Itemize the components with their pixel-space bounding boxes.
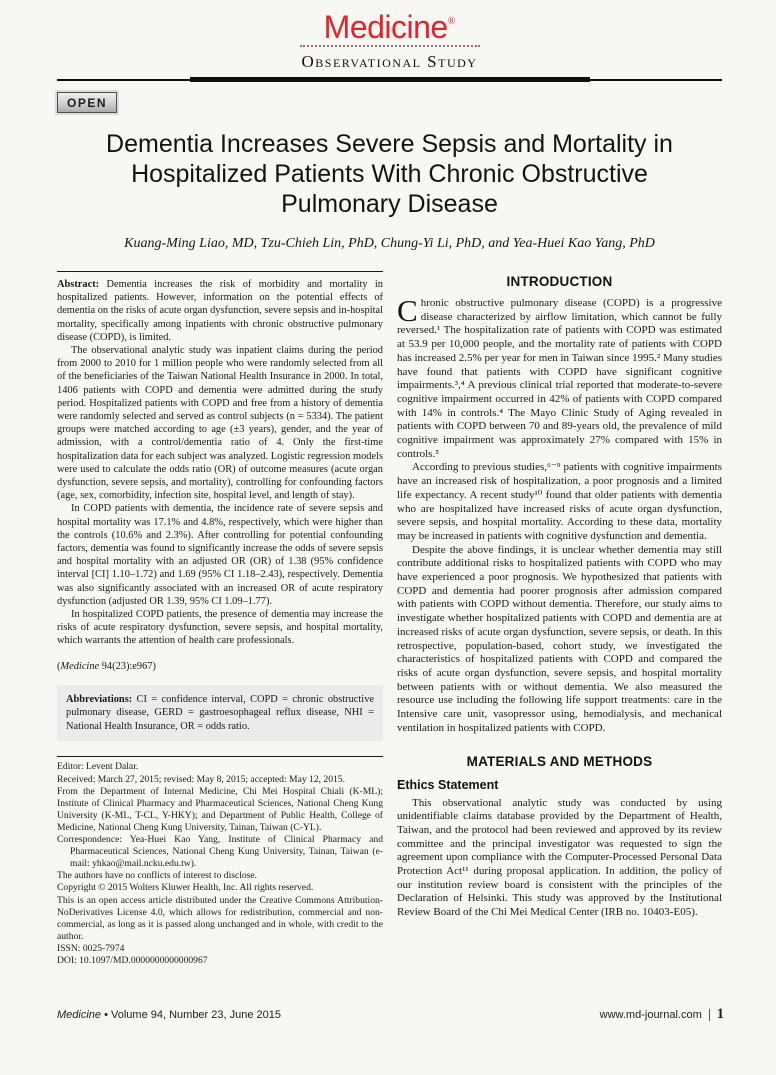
registered-trademark-icon: ®: [447, 16, 456, 27]
page-footer: [57, 1006, 724, 1023]
abbreviations-label: Abbreviations:: [66, 693, 133, 705]
footnote-doi: DOI: 10.1097/MD.0000000000000967: [57, 954, 208, 966]
footnotes-section: [57, 761, 383, 967]
footnote-conflicts: The authors have no conflicts of interest to disclose.: [57, 870, 258, 882]
page-number: 1: [716, 1006, 724, 1022]
dotted-divider: [300, 45, 480, 47]
abstract-section: [57, 278, 383, 648]
rule-thin-left: [57, 79, 190, 81]
open-access-badge[interactable]: OPEN: [57, 92, 117, 113]
article-title: [57, 129, 722, 219]
abbreviations-box: [57, 685, 383, 742]
journal-masthead: [57, 10, 722, 72]
introduction-paragraph-2: According to previous studies,⁶⁻⁹ patients with cognitive impairments have an increased risk of hospitalization, a poor prognosis and a limited life expectancy. A recent study¹⁰ found that older patients with dementia who are hospitalized have increased risks of acute organ dysfunction, severe sepsis, and hospital mortality. According to these data, mortality may be increased in patients with cognitive dysfunction and dementia.: [397, 461, 722, 542]
methods-heading: MATERIALS AND METHODS: [466, 753, 653, 769]
footnote-editor: Editor: Levent Dalar.: [57, 761, 139, 773]
ethics-paragraph: This observational analytic study was conducted by using unidentifiable claims database provided by the Department of Health, Taiwan, and the protocol had been reviewed and approved by its review committee and the principal investigator was requested to sign the agreement upon compliance with the Computer-Processed Personal Data Protection Act¹¹ during proposal application. In addition, the policy of our institution review board is consistent with the principles of the Declaration of Helsinki. This study was approved by the Institutional Review Board of the Chi Mei Medical Center (IRB no. 10403-E05).: [397, 796, 722, 919]
abstract-paragraph-3: In COPD patients with dementia, the incidence rate of severe sepsis and hospital mortality was 17.1% and 4.8%, respectively, which were higher than the controls (10.6% and 2.3%). After controlling for potential confounding factors, dementia was found to significantly increase the odds of severe sepsis and hospital mortality with an adjusted OR (OR) of 1.38 (95% confidence interval [CI] 1.10–1.72) and 1.69 (95% CI 1.18–2.43), respectively. Dementia was also significantly associated with an increased OR of acute respiratory dysfunction (adjusted OR 1.39, 95% CI 1.09–1.77).: [57, 503, 383, 607]
introduction-paragraph-1: [397, 293, 722, 461]
footnote-correspondence: Correspondence: Yea-Huei Kao Yang, Institute of Clinical Pharmacy and Pharmaceutical Sciences, National Cheng Kung University, Tainan, Taiwan (e-mail: yhkao@mail.ncku.edu.tw).: [57, 834, 383, 870]
author-byline: Kuang-Ming Liao, MD, Tzu-Chieh Lin, PhD, Chung-Yi Li, PhD, and Yea-Huei Kao Yang, PhD: [124, 236, 655, 251]
abstract-paragraph-1: [57, 278, 383, 344]
left-column: [57, 271, 383, 967]
article-title-line2: Hospitalized Patients With Chronic Obstructive: [131, 160, 648, 188]
footnote-license: This is an open access article distributed under the Creative Commons Attribution-NoDerivatives License 4.0, which allows for redistribution, commercial and non-commercial, as long as it is passed along unchanged and in whole, with credit to the author.: [57, 894, 383, 942]
article-category: Observational Study: [301, 52, 478, 71]
introduction-p1-text: hronic obstructive pulmonary disease (COPD) is a progressive disease characterized by airflow limitation, which cannot be fully reversed.¹ The hospitalization rate of patients with COPD was estimated at 53.9 per 10,000 people, and the mortality rate of patients with COPD has increased 2.5% per year for men in Taiwan since 1995.² Many studies have found that patients with COPD have significant cognitive impairments.³,⁴ A previous clinical trial reported that moderate-to-severe cognitive impairment occurred in 42% of patients with COPD compared with 14% in controls.⁴ The Mayo Clinic Study of Aging revealed in patients with COPD between 70 and 89-years old, the prevalence of mild cognitive impairment was approximately 27% compared with 15% in controls.⁵: [397, 297, 722, 460]
citation-open-paren: (: [57, 660, 61, 672]
footer-issue-info: • Volume 94, Number 23, June 2015: [101, 1009, 281, 1021]
abstract-top-rule: [57, 271, 383, 272]
footnote-rule: [57, 756, 383, 757]
footer-journal-info: [57, 1009, 281, 1021]
rule-thick-center: [190, 77, 590, 82]
abstract-paragraph-4: In hospitalized COPD patients, the presence of dementia may increase the risks of acute respiratory dysfunction, severe sepsis, and hospital mortality, which warrants the attention of health care professionals.: [57, 609, 383, 647]
footnote-copyright: Copyright © 2015 Wolters Kluwer Health, Inc. All rights reserved.: [57, 882, 314, 894]
article-title-line1: Dementia Increases Severe Sepsis and Mortality in: [106, 130, 673, 158]
abstract-label: Abstract:: [57, 279, 100, 290]
footnote-received: Received: March 27, 2015; revised: May 8, 2015; accepted: May 12, 2015.: [57, 773, 346, 785]
abstract-paragraph-2: The observational analytic study was inpatient claims during the period from 2000 to 2010 for 1 million people who were randomly selected from all of the beneficiaries of the Taiwan National Health Insurance in 2000. In total, 1406 patients with COPD and dementia were admitted during the study period. Hospitalized patients with COPD and free from a history of dementia were randomly selected and served as control subjects (n = 5334). The patient groups were matched according to age (±3 years), gender, and the year of admission, with a control/dementia ratio of 4. Only the first-time hospitalization data for each subject was analyzed. Logistic regression models were used to calculate the odds ratio (OR) of outcome measures (acute organ dysfunction, severe sepsis, and mortality), controlling for confounding factors (age, sex, comorbidity, infection site, hospital level, and length of stay).: [57, 345, 383, 502]
citation-journal-name: Medicine: [60, 660, 100, 672]
introduction-paragraph-3: Despite the above findings, it is unclear whether dementia may still contribute additional risks to hospitalized patients with COPD who may have experienced a poor prognosis. We hypothesized that patients with COPD and dementia had poorer prognosis after admission compared with patients with COPD without dementia. Therefore, our study aims to investigate whether hospitalized patients with COPD and dementia are at increased risks of acute organ dysfunction, severe sepsis, or death. In this retrospective, population-based, cohort study, we investigated the characteristics of hospitalized patients with COPD and compared the risks of acute organ dysfunction, severe sepsis, and hospital mortality between patients with or without dementia. We also measured the resource use including the following life support treatments: care in the Intensive care unit, vasopressor using, hemodialysis, and mechanical ventilation in hospitalized patients with COPD.: [397, 543, 722, 734]
introduction-heading: INTRODUCTION: [506, 274, 613, 289]
footnote-affiliations: From the Department of Internal Medicine, Chi Mei Hospital Chiali (K-ML); Institute of Clinical Pharmacy and Pharmaceutical Sciences, National Cheng Kung University (K-ML, T-CL, Y-HKY); and Department of Public Health, College of Medicine, National Cheng Kung University, Tainan, Taiwan (C-YL).: [57, 785, 383, 833]
dropcap-letter: C: [397, 293, 418, 328]
abstract-p1-text: Dementia increases the risk of morbidity and mortality in hospitalized patients. However, information on the potential effects of dementia on the risks of acute organ dysfunction, severe sepsis and in-hospital mortality, specifically among inpatients with chronic obstructive pulmonary disease (COPD), is limited.: [57, 279, 383, 343]
footer-divider: [709, 1009, 710, 1021]
article-citation: [57, 661, 383, 672]
ethics-subheading: Ethics Statement: [397, 777, 499, 792]
footer-journal-name: Medicine: [57, 1009, 102, 1021]
abbreviations-text: CI = confidence interval, COPD = chronic obstructive pulmonary disease, GERD = gastroesophageal reflux disease, NHI = National Health Insurance, OR = odds ratio.: [66, 693, 374, 732]
citation-rest: 94(23):e967): [99, 660, 156, 672]
footnote-issn: ISSN: 0025-7974: [57, 942, 125, 954]
footer-journal-url[interactable]: www.md-journal.com: [599, 1009, 702, 1021]
article-title-line3: Pulmonary Disease: [281, 190, 498, 218]
header-rule: [57, 77, 722, 82]
rule-thin-right: [590, 79, 723, 81]
right-column: [397, 271, 722, 967]
medicine-logo: Medicine: [323, 9, 448, 45]
